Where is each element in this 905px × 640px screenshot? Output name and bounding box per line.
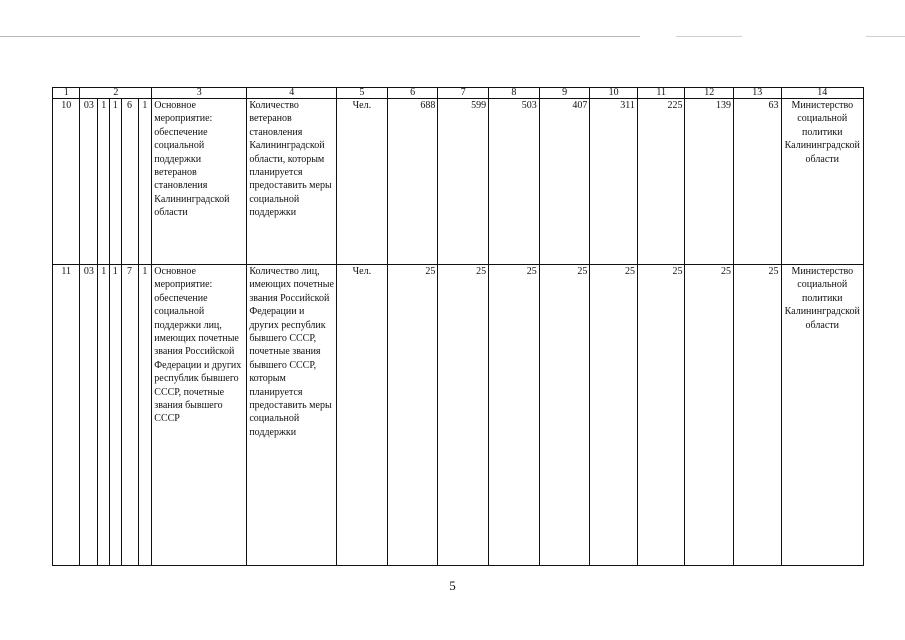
scan-artifact-line — [676, 36, 742, 37]
value-cell: 25 — [438, 265, 489, 566]
code-cell: 1 — [98, 99, 110, 265]
value-cell: 225 — [637, 99, 685, 265]
responsible-cell: Министерство социальной политики Калининградской области — [781, 99, 863, 265]
value-cell: 25 — [387, 265, 438, 566]
header-cell: 9 — [539, 88, 590, 99]
header-cell: 4 — [247, 88, 337, 99]
responsible-cell: Министерство социальной политики Калининградской области — [781, 265, 863, 566]
value-cell: 503 — [489, 99, 540, 265]
row-number: 11 — [53, 265, 80, 566]
code-cell: 1 — [138, 99, 152, 265]
unit-cell: Чел. — [337, 265, 388, 566]
code-cell: 7 — [121, 265, 138, 566]
table-row — [53, 265, 864, 566]
value-cell: 25 — [539, 265, 590, 566]
value-cell: 25 — [637, 265, 685, 566]
code-cell: 1 — [110, 99, 122, 265]
header-cell: 8 — [489, 88, 540, 99]
scan-artifact-line — [0, 36, 640, 37]
header-cell: 2 — [80, 88, 152, 99]
header-cell: 11 — [637, 88, 685, 99]
indicator-cell: Количество ветеранов становления Калининградской области, которым планируется предоставить меры социальной поддержки — [247, 99, 337, 265]
scan-artifact-line — [866, 36, 905, 37]
indicators-table — [52, 87, 864, 566]
table-header-row — [53, 88, 864, 99]
row-number: 10 — [53, 99, 80, 265]
event-cell: Основное мероприятие: обеспечение социальной поддержки лиц, имеющих почетные звания Российской Федерации и других республик бывшего СССР, почетные звания бывшего СССР — [152, 265, 247, 566]
value-cell: 688 — [387, 99, 438, 265]
header-cell: 1 — [53, 88, 80, 99]
header-cell: 7 — [438, 88, 489, 99]
value-cell: 25 — [489, 265, 540, 566]
code-cell: 1 — [98, 265, 110, 566]
value-cell: 407 — [539, 99, 590, 265]
code-cell: 03 — [80, 99, 98, 265]
event-cell: Основное мероприятие: обеспечение социальной поддержки ветеранов становления Калининградской области — [152, 99, 247, 265]
code-cell: 1 — [110, 265, 122, 566]
value-cell: 599 — [438, 99, 489, 265]
header-cell: 5 — [337, 88, 388, 99]
value-cell: 25 — [685, 265, 734, 566]
page-number: 5 — [449, 578, 456, 593]
header-cell: 14 — [781, 88, 863, 99]
header-cell: 6 — [387, 88, 438, 99]
value-cell: 25 — [734, 265, 782, 566]
value-cell: 311 — [590, 99, 638, 265]
code-cell: 6 — [121, 99, 138, 265]
header-cell: 3 — [152, 88, 247, 99]
code-cell: 03 — [80, 265, 98, 566]
header-cell: 10 — [590, 88, 638, 99]
value-cell: 139 — [685, 99, 734, 265]
table-row — [53, 99, 864, 265]
unit-cell: Чел. — [337, 99, 388, 265]
header-cell: 12 — [685, 88, 734, 99]
value-cell: 63 — [734, 99, 782, 265]
value-cell: 25 — [590, 265, 638, 566]
code-cell: 1 — [138, 265, 152, 566]
header-cell: 13 — [734, 88, 782, 99]
indicator-cell: Количество лиц, имеющих почетные звания Российской Федерации и других республик бывшего СССР, почетные звания бывшего СССР, которым планируется предоставить меры социальной поддержки — [247, 265, 337, 566]
